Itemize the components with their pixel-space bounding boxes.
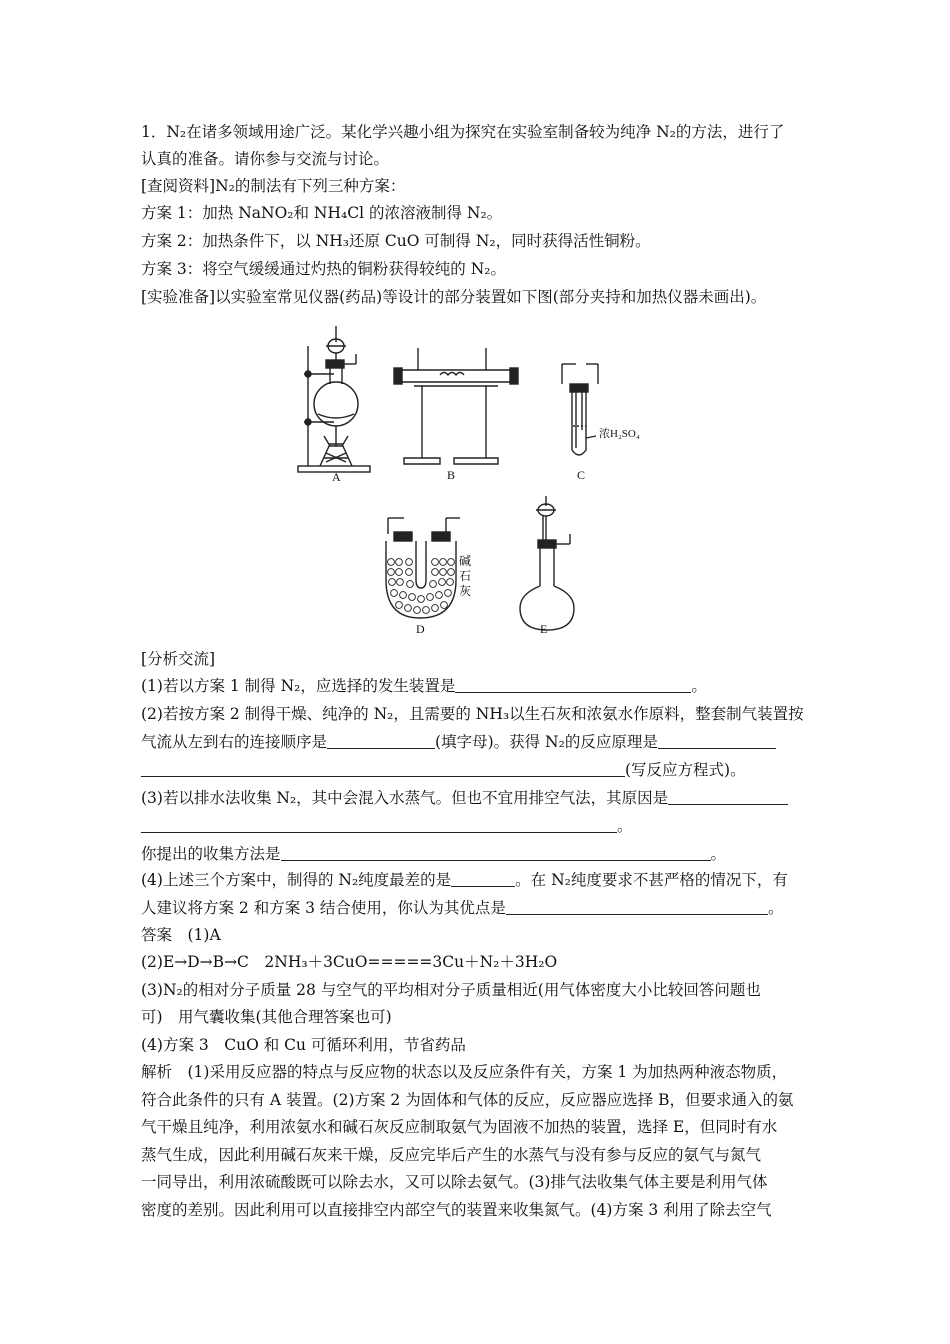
apparatus-a <box>298 326 370 472</box>
question-3-line-2: 。 <box>141 815 633 837</box>
label-b: B <box>447 468 456 482</box>
answer-blank-3a[interactable] <box>668 790 788 805</box>
explanation-line-5: 一同导出，利用浓硫酸既可以除去水，又可以除去氨气。(3)排气法收集气体主要是利用气体 <box>141 1173 768 1191</box>
explanation-line-3: 气干燥且纯净，利用浓氨水和碱石灰反应制取氨气为固液不加热的装置，选择 E，但同时有水 <box>141 1118 778 1136</box>
question-2-line-3: (写反应方程式)。 <box>141 759 746 781</box>
analysis-heading: [分析交流] <box>141 650 216 668</box>
label-e: E <box>540 622 548 636</box>
answer-3-line-2: 可) 用气囊收集(其他合理答案也可) <box>141 1008 392 1026</box>
answer-1: 答案 (1)A <box>141 926 221 944</box>
question-2-line-2: 气流从左到右的连接顺序是 (填字母)。获得 N₂的反应原理是 <box>141 731 776 753</box>
label-c-reagent: 浓H₂SO₄ <box>599 428 640 440</box>
answer-3-line-1: (3)N₂的相对分子质量 28 与空气的平均相对分子质量相近(用气体密度大小比较回答问题也 <box>141 981 761 999</box>
apparatus-d <box>386 518 460 618</box>
question-2-line-1: (2)若按方案 2 制得干燥、纯净的 N₂，且需要的 NH₃以生石灰和浓氨水作原料，整套制气装置按 <box>141 705 804 723</box>
label-a: A <box>332 470 341 484</box>
apparatus-figure <box>290 318 670 643</box>
label-d-reagent: 碱 石 灰 <box>458 554 471 598</box>
label-d: D <box>416 622 425 636</box>
question-line-1: 1．N₂在诸多领域用途广泛。某化学兴趣小组为探究在实验室制备较为纯净 N₂的方法，进行了 <box>141 123 785 141</box>
plan-1: 方案 1：加热 NaNO₂和 NH₄Cl 的浓溶液制得 N₂。 <box>141 204 503 222</box>
material-heading: [查阅资料]N₂的制法有下列三种方案： <box>141 177 406 195</box>
apparatus-drawing <box>290 318 670 643</box>
question-line-2: 认真的准备。请你参与交流与讨论。 <box>141 150 390 168</box>
apparatus-b <box>394 348 518 464</box>
answer-blank-2c[interactable] <box>141 762 625 777</box>
prep-line: [实验准备]以实验室常见仪器(药品)等设计的部分装置如下图(部分夹持和加热仪器未画出)。 <box>141 288 767 306</box>
answer-blank-2b[interactable] <box>658 734 776 749</box>
apparatus-c <box>562 364 598 455</box>
explanation-line-2: 符合此条件的只有 A 装置。(2)方案 2 为固体和气体的反应，反应器应选择 B，但要求通入的氨 <box>141 1091 794 1109</box>
question-1: (1)若以方案 1 制得 N₂，应选择的发生装置是 。 <box>141 677 707 695</box>
answer-blank-4b[interactable] <box>506 900 768 915</box>
answer-blank-2a[interactable] <box>327 734 435 749</box>
answer-2: (2)E→D→B→C 2NH₃＋3CuO=====3Cu＋N₂＋3H₂O <box>141 953 558 971</box>
explanation-line-4: 蒸气生成，因此利用碱石灰来干燥，反应完毕后产生的水蒸气与没有参与反应的氨气与氮气 <box>141 1146 762 1164</box>
explanation-line-6: 密度的差别。因此利用可以直接排空内部空气的装置来收集氮气。(4)方案 3 利用了除去空气 <box>141 1201 772 1219</box>
answer-blank-3b[interactable] <box>141 818 617 833</box>
answer-blank-4a[interactable] <box>451 872 515 887</box>
answer-4: (4)方案 3 CuO 和 Cu 可循环利用，节省药品 <box>141 1036 466 1054</box>
plan-3: 方案 3：将空气缓缓通过灼热的铜粉获得较纯的 N₂。 <box>141 260 506 278</box>
question-3-line-3: 你提出的收集方法是 。 <box>141 845 727 863</box>
answer-blank-1[interactable] <box>455 678 691 693</box>
answer-blank-3c[interactable] <box>281 846 711 861</box>
plan-2: 方案 2：加热条件下，以 NH₃还原 CuO 可制得 N₂，同时获得活性铜粉。 <box>141 232 651 250</box>
question-3-line-1: (3)若以排水法收集 N₂，其中会混入水蒸气。但也不宜用排空气法，其原因是 <box>141 787 788 809</box>
apparatus-e <box>520 496 574 630</box>
explanation-line-1: 解析 (1)采用反应器的特点与反应物的状态以及反应条件有关，方案 1 为加热两种液态物质， <box>141 1063 788 1081</box>
question-4-line-2: 人建议将方案 2 和方案 3 结合使用，你认为其优点是 。 <box>141 899 784 917</box>
label-c: C <box>577 468 586 482</box>
question-4-line-1: (4)上述三个方案中，制得的 N₂纯度最差的是 。在 N₂纯度要求不甚严格的情况下，有 <box>141 871 788 889</box>
